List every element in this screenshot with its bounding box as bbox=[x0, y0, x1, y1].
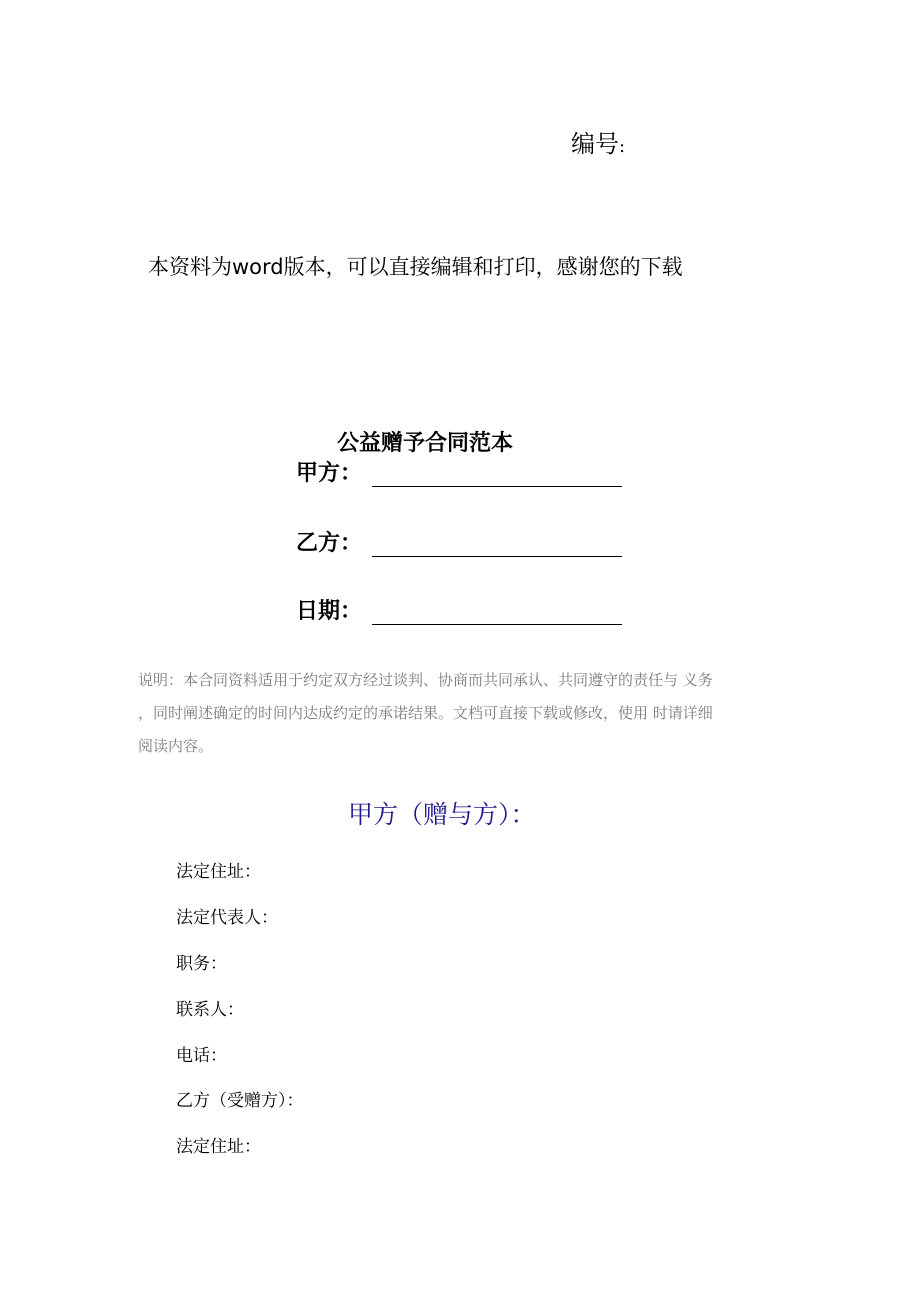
field-legal-address-b: 法定住址： bbox=[176, 1137, 261, 1157]
party-b-signature-row bbox=[296, 526, 622, 557]
party-a-signature-row bbox=[296, 456, 622, 487]
party-b-blank-line[interactable] bbox=[372, 534, 622, 557]
field-party-b-recipient: 乙方（受赠方）： bbox=[176, 1091, 304, 1111]
party-b-label: 乙方： bbox=[296, 531, 363, 556]
date-blank-line[interactable] bbox=[372, 602, 622, 625]
document-number-colon: : bbox=[619, 136, 626, 157]
date-label: 日期： bbox=[296, 599, 363, 624]
description-line: 阅读内容。 bbox=[138, 737, 214, 755]
document-number-label bbox=[571, 124, 625, 159]
field-position: 职务： bbox=[176, 954, 227, 974]
document-number-text: 编号 bbox=[571, 130, 619, 158]
field-legal-representative: 法定代表人： bbox=[176, 908, 278, 928]
field-legal-address: 法定住址： bbox=[176, 862, 261, 882]
party-a-label: 甲方： bbox=[296, 461, 363, 486]
party-a-section-heading: 甲方（赠与方）： bbox=[348, 800, 536, 829]
contract-title: 公益赠予合同范本 bbox=[337, 431, 514, 456]
field-contact-person: 联系人： bbox=[176, 1000, 244, 1020]
description-line: ，同时阐述确定的时间内达成约定的承诺结果。文档可直接下载或修改，使用 时请详细 bbox=[138, 704, 713, 722]
field-phone: 电话： bbox=[176, 1046, 227, 1066]
word-version-notice: 本资料为word版本，可以直接编辑和打印，感谢您的下载 bbox=[148, 255, 683, 279]
date-signature-row bbox=[296, 594, 622, 625]
party-a-blank-line[interactable] bbox=[372, 464, 622, 487]
usage-description bbox=[138, 664, 778, 763]
description-line: 说明：本合同资料适用于约定双方经过谈判、协商而共同承认、共同遵守的责任与 义务 bbox=[138, 671, 713, 689]
